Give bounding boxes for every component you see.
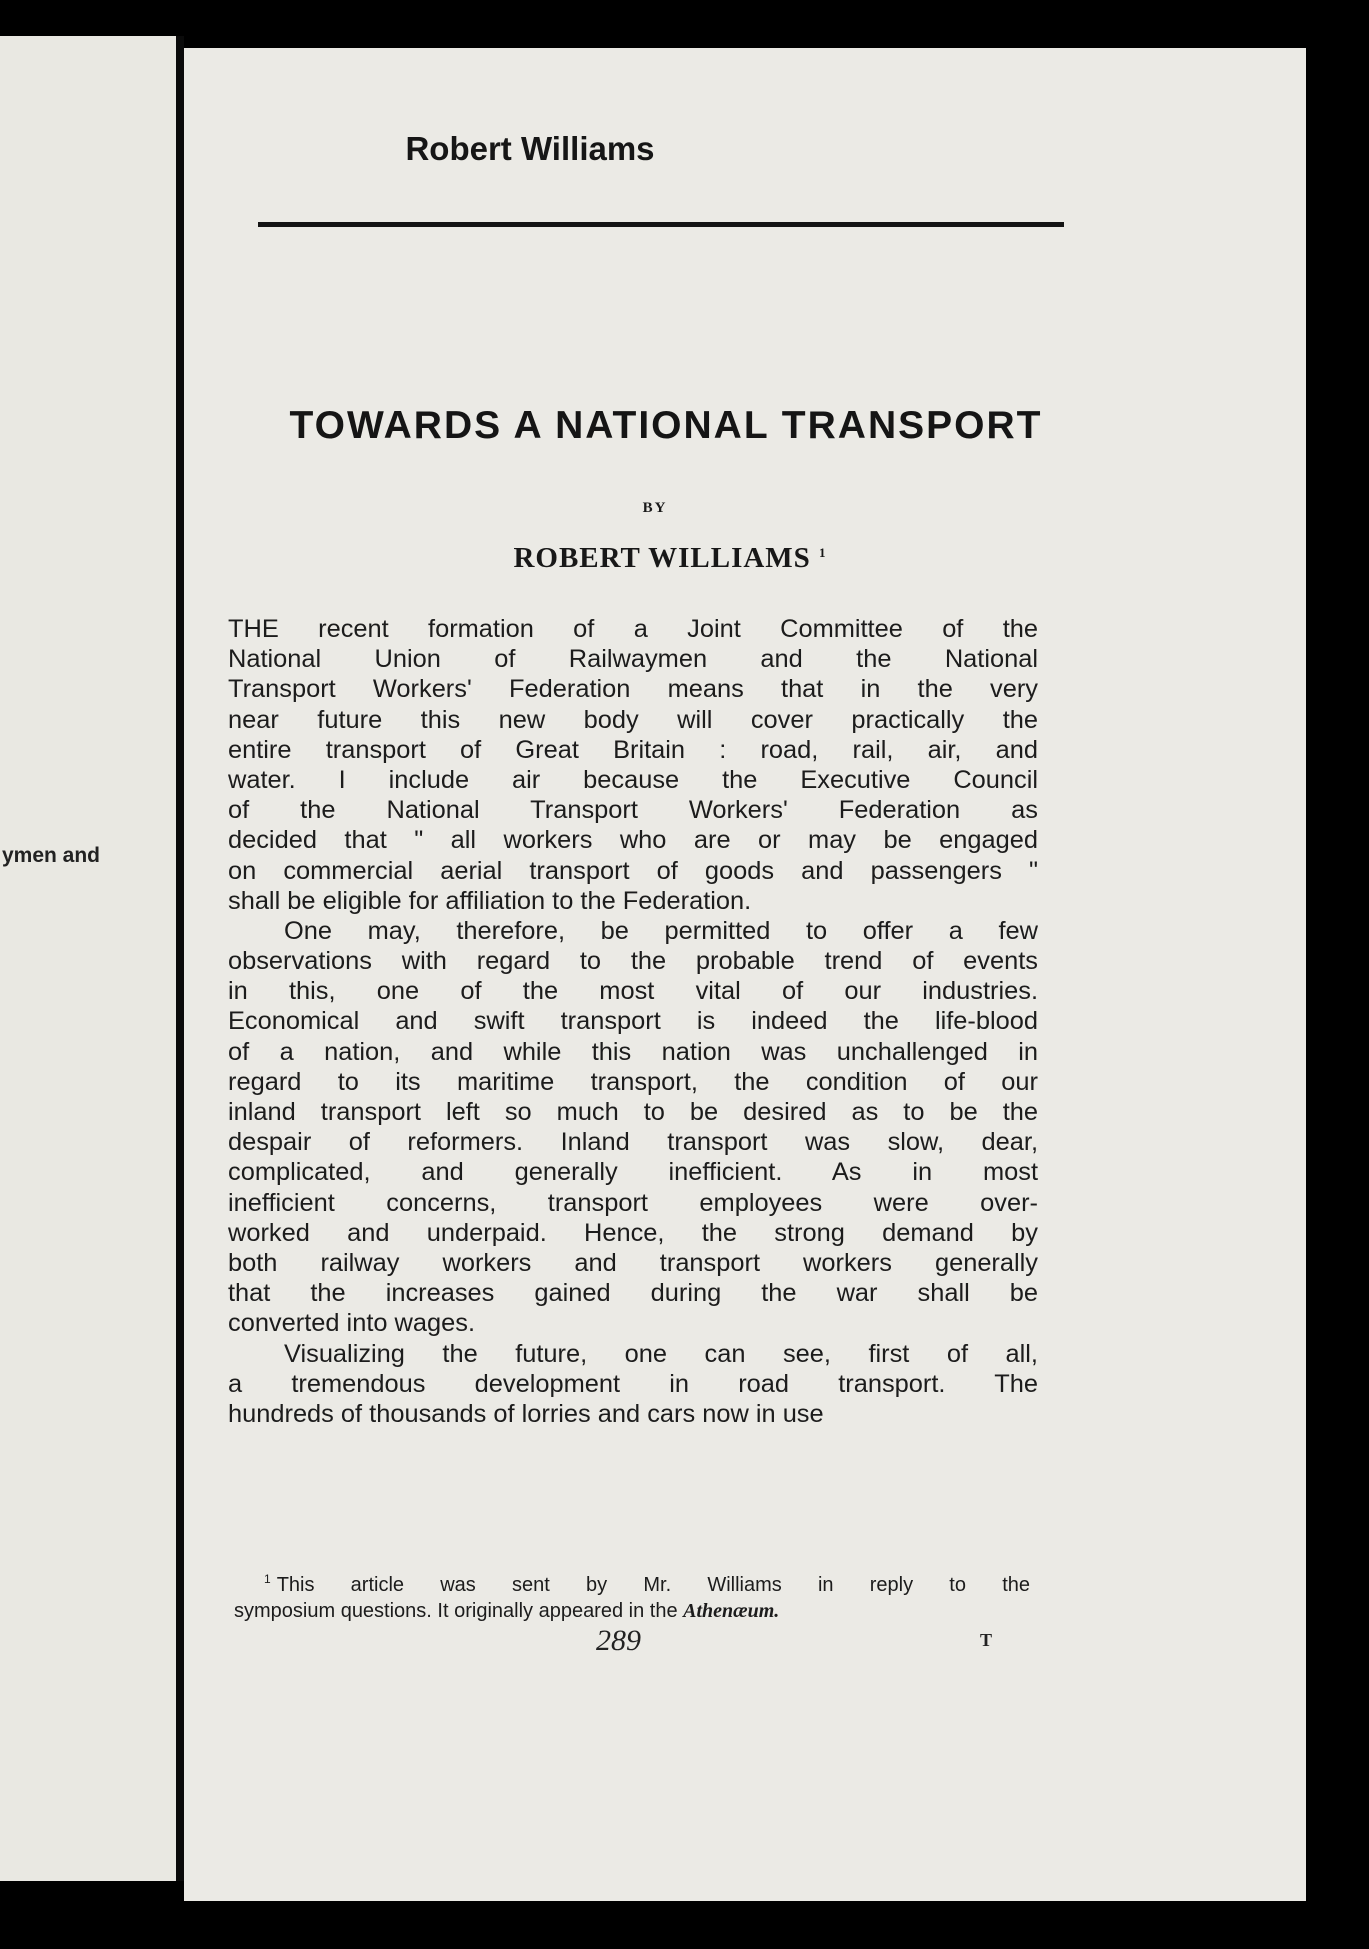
body-line: despair of reformers. Inland transport was slow, dear, xyxy=(228,1128,1038,1157)
footnote-line-1-text: This article was sent by Mr. Williams in reply to the xyxy=(276,1574,1030,1596)
body-line: entire transport of Great Britain : road, rail, air, and xyxy=(228,735,1038,764)
body-line: of a nation, and while this nation was unchallenged in xyxy=(228,1037,1038,1066)
footnote xyxy=(234,1566,1030,1624)
body-line: regard to its maritime transport, the condition of our xyxy=(228,1067,1038,1096)
body-line: inland transport left so much to be desired as to be the xyxy=(228,1098,1038,1126)
body-line: THE recent formation of a Joint Committee of the xyxy=(228,615,1038,643)
body-line: Transport Workers' Federation means that in the very xyxy=(228,675,1038,704)
body-line: observations with regard to the probable trend of events xyxy=(228,947,1038,976)
body-line: hundreds of thousands of lorries and cars now in use xyxy=(228,1399,824,1428)
body-line: worked and underpaid. Hence, the strong demand by xyxy=(228,1218,1038,1247)
body-line: Visualizing the future, one can see, first of all, xyxy=(284,1339,1038,1368)
body-line: water. I include air because the Executive Council xyxy=(228,765,1038,794)
body-line: that the increases gained during the war shall be xyxy=(228,1279,1038,1308)
running-head: Robert Williams xyxy=(405,130,655,167)
body-line: inefficient concerns, transport employees were over- xyxy=(228,1188,1038,1217)
book-gutter xyxy=(176,36,184,1881)
body-line: near future this new body will cover practically the xyxy=(228,705,1038,734)
body-line: in this, one of the most vital of our industries. xyxy=(228,977,1038,1006)
left-page-text-fragment: ymen and xyxy=(1,844,100,867)
body-line: National Union of Railwaymen and the National xyxy=(228,645,1038,674)
body-line: complicated, and generally inefficient. As in most xyxy=(228,1158,1038,1187)
body-line: converted into wages. xyxy=(228,1309,476,1338)
body-line: decided that " all workers who are or may be engaged xyxy=(228,826,1038,855)
body-line: a tremendous development in road transport. The xyxy=(228,1369,1038,1398)
body-line: One may, therefore, be permitted to offer a few xyxy=(284,916,1038,945)
author-name xyxy=(460,542,880,575)
signature-mark: T xyxy=(980,1630,993,1650)
author-footnote-mark: 1 xyxy=(819,545,827,560)
footnote-journal-title: Athenæum. xyxy=(683,1600,780,1622)
page-number: 289 xyxy=(596,1624,641,1657)
body-line: both railway workers and transport workers generally xyxy=(228,1248,1038,1277)
left-page xyxy=(0,36,176,1881)
body-line: of the National Transport Workers' Federation as xyxy=(228,796,1038,825)
author-name-text: ROBERT WILLIAMS xyxy=(513,542,811,574)
footnote-line-1 xyxy=(234,1566,1030,1598)
body-line: Economical and swift transport is indeed the life-blood xyxy=(228,1007,1038,1036)
body-line: on commercial aerial transport of goods and passengers " xyxy=(228,856,1038,885)
article-body xyxy=(228,614,1038,1429)
article-title: TOWARDS A NATIONAL TRANSPORT xyxy=(289,404,1043,447)
footnote-mark: 1 xyxy=(264,1572,271,1586)
footnote-line-2-text: symposium questions. It originally appeared in the xyxy=(234,1600,684,1622)
header-rule xyxy=(258,222,1064,227)
byline: BY xyxy=(642,500,668,516)
body-line: shall be eligible for affiliation to the Federation. xyxy=(228,886,752,915)
footnote-line-2 xyxy=(234,1598,1030,1624)
